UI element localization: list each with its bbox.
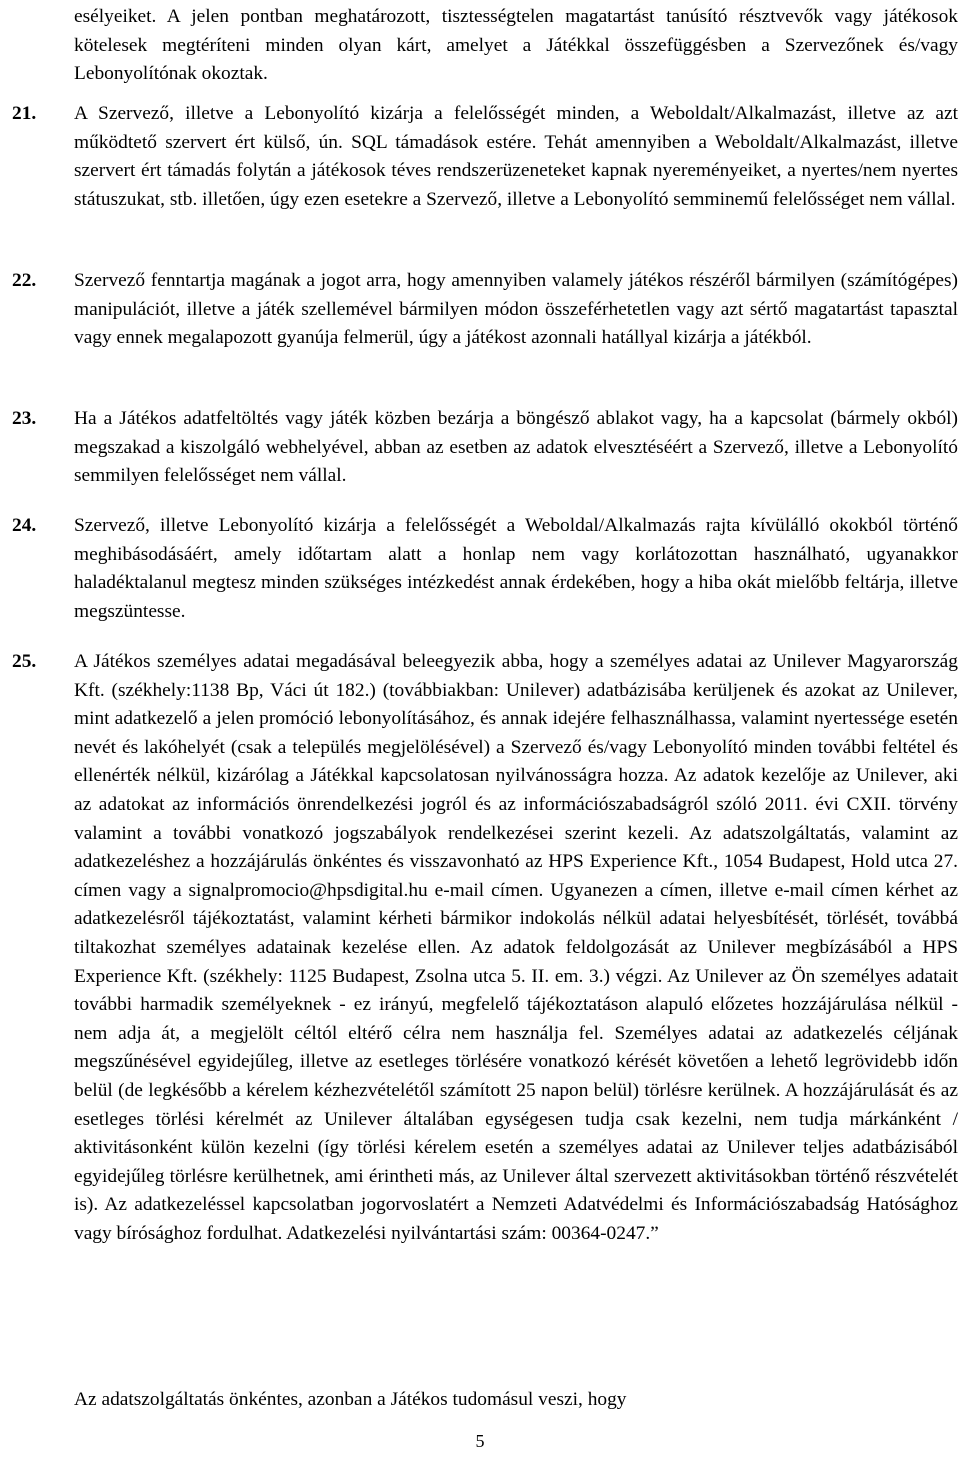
section-24-text: Szervező, illetve Lebonyolító kizárja a felelősségét a Weboldal/Alkalmazás rajta kívülálló okokból történő meghibásodásáért, amely időtartam alatt a honlap nem vagy korlátozottan használható, ugyanakkor haladéktalanul megtesz minden szükséges intézkedést annak érdekében, hogy a hiba okát mielőbb feltárja, illetve megszüntesse.: [74, 515, 958, 622]
section-21-number: 21.: [12, 103, 37, 124]
section-23-number: 23.: [12, 408, 37, 429]
fragment-paragraph: esélyeiket. A jelen pontban meghatározott, tisztességtelen magatartást tanúsító résztvevők vagy játékosok kötelesek megtéríteni minden olyan kárt, amelyet a Játékkal összefüggésben a Szervezőnek és/vagy Lebonyolítónak okoztak.: [74, 6, 958, 85]
section-25-number: 25.: [12, 651, 37, 672]
section-21-text: A Szervező, illetve a Lebonyolító kizárja a felelősségét minden, a Weboldalt/Alkalmazást, illetve az azt működtető szervert ért külső, ún. SQL támadások estére. Tehát amennyiben a Weboldalt/Alkalmazást, illetve szervert ért támadás folytán a játékosok téves rendszerüzeneteket kapnak nyereményeiket, a nyertes/nem nyertes státuszukat, stb. illetően, úgy ezen esetekre a Szervező, illetve a Lebonyolító semminemű felelősséget nem vállal.: [74, 103, 958, 210]
section-24-number: 24.: [12, 515, 37, 536]
section-23-text: Ha a Játékos adatfeltöltés vagy játék közben bezárja a böngésző ablakot vagy, ha a kapcsolat (bármely okból) megszakad a kiszolgáló webhelyével, abban az esetben az adatok elvesztéséért a Szervező, illetve a Lebonyolító semmilyen felelősséget nem vállal.: [74, 408, 958, 487]
closing-sentence: Az adatszolgáltatás önkéntes, azonban a Játékos tudomásul veszi, hogy: [74, 1389, 627, 1410]
section-25-text: A Játékos személyes adatai megadásával beleegyezik abba, hogy a személyes adatai az Unilever Magyarország Kft. (székhely:1138 Bp, Váci út 182.) (továbbiakban: Unilever) adatbázisába kerüljenek és azokat az Unilever, mint adatkezelő a jelen promóció lebonyolításához, és annak idejére felhasználhassa, valamint nyertessége esetén nevét és lakóhelyét (csak a település megjelölésével) a Szervező és/vagy Lebonyolító minden további feltétel és ellenérték nélkül, kizárólag a Játékkal kapcsolatosan nyilvánosságra hozza. Az adatok kezelője az Unilever, aki az adatokat az információs önrendelkezési jogról és az információszabadságról szóló 2011. évi CXII. törvény valamint a további vonatkozó jogszabályok rendelkezései szerint kezeli. Az adatszolgáltatás, valamint az adatkezeléshez a hozzájárulás önkéntes és visszavonható az HPS Experience Kft., 1054 Budapest, Hold utca 27. címen vagy a signalpromocio@hpsdigital.hu e-mail címen. Ugyanezen a címen, illetve e-mail címen kérhet az adatkezelésről tájékoztatást, valamint kérheti bármikor indokolás nélkül adatai helyesbítését, törlését, továbbá tiltakozhat személyes adatainak kezelése ellen. Az adatok feldolgozását az Unilever megbízásából a HPS Experience Kft. (székhely: 1125 Budapest, Zsolna utca 5. II. em. 3.) végzi. Az Unilever az Ön személyes adatait további harmadik személyeknek - ez irányú, megfelelő tájékoztatáson alapuló előzetes hozzájárulása nélkül - nem adja át, a megjelölt céltól eltérő célra nem használja fel. Személyes adatai az adatkezelés céljának megszűnésével egyidejűleg, illetve az esetleges törlésére vonatkozó kérését követően a lehető legrövidebb időn belül (de legkésőbb a kérelem kézhezvételétől számított 25 napon belül) törlésre kerülnek. A hozzájárulását és az esetleges törlési kérelmét az Unilever általában egységesen tudja csak kezelni, nem tudja márkánként / aktivitásonként külön kezelni (így törlési kérelem esetén a személyes adatai az Unilever teljes adatbázisából egyidejűleg törlésre kerülhetnek, ami érintheti más, az Unilever által szervezett aktivitásokban történő részvételét is). Az adatkezeléssel kapcsolatban jogorvoslatért a Nemzeti Adatvédelmi és Információszabadság Hatósághoz vagy bírósághoz fordulhat. Adatkezelési nyilvántartási szám: 00364-0247.”: [74, 651, 958, 1244]
section-22-number: 22.: [12, 270, 37, 291]
section-22-text: Szervező fenntartja magának a jogot arra, hogy amennyiben valamely játékos részéről bármilyen (számítógépes) manipulációt, illetve a játék szellemével bármilyen módon összeférhetetlen vagy azt sértő magatartást tapasztal vagy ennek megalapozott gyanúja felmerül, úgy a játékost azonnali hatállyal kizárja a játékból.: [74, 270, 958, 349]
page-number: 5: [475, 1431, 485, 1451]
